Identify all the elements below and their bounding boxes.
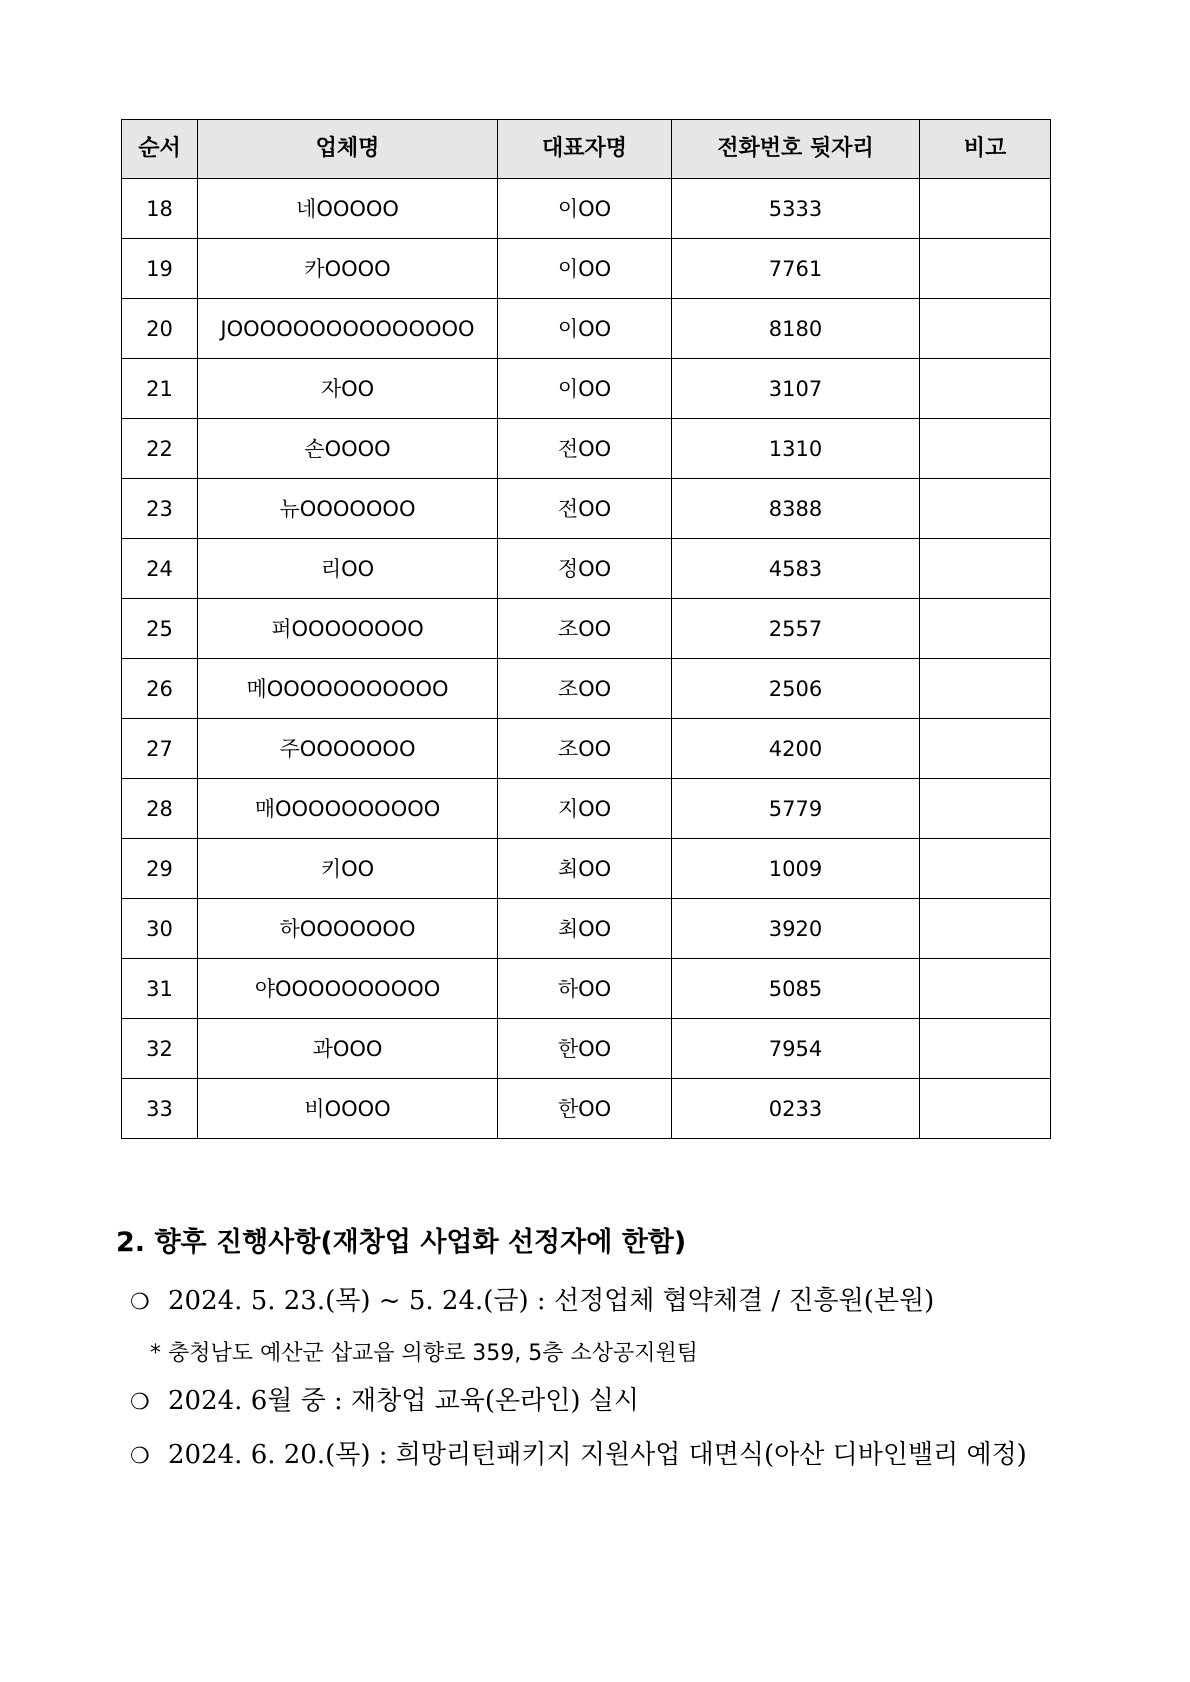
cell-note [920, 719, 1051, 779]
table-row [122, 959, 1051, 1019]
cell-phone: 0233 [672, 1079, 920, 1139]
cell-note [920, 299, 1051, 359]
cell-representative: 조OO [498, 599, 672, 659]
cell-representative: 전OO [498, 479, 672, 539]
cell-company: 주OOOOOOO [198, 719, 498, 779]
cell-no: 27 [122, 719, 198, 779]
cell-no: 20 [122, 299, 198, 359]
cell-company: 메OOOOOOOOOOO [198, 659, 498, 719]
cell-no: 28 [122, 779, 198, 839]
cell-note [920, 239, 1051, 299]
table-row [122, 1079, 1051, 1139]
cell-note [920, 779, 1051, 839]
cell-company: 자OO [198, 359, 498, 419]
cell-note [920, 659, 1051, 719]
circle-bullet-icon: ❍ [130, 1290, 150, 1315]
cell-company: 과OOO [198, 1019, 498, 1079]
cell-no: 25 [122, 599, 198, 659]
cell-phone: 7761 [672, 239, 920, 299]
schedule-item-agreement [130, 1280, 1130, 1317]
cell-phone: 4583 [672, 539, 920, 599]
cell-company: 퍼OOOOOOOO [198, 599, 498, 659]
cell-company: 키OO [198, 839, 498, 899]
circle-bullet-icon: ❍ [130, 1390, 150, 1415]
table-header-row [122, 120, 1051, 179]
cell-representative: 정OO [498, 539, 672, 599]
address-note: * 충청남도 예산군 삽교읍 의향로 359, 5층 소상공지원팀 [150, 1341, 698, 1366]
table-row [122, 779, 1051, 839]
cell-company: 매OOOOOOOOOO [198, 779, 498, 839]
cell-phone: 5333 [672, 179, 920, 239]
cell-no: 21 [122, 359, 198, 419]
cell-note [920, 359, 1051, 419]
cell-note [920, 479, 1051, 539]
cell-phone: 1310 [672, 419, 920, 479]
cell-company: 네OOOOO [198, 179, 498, 239]
cell-company: 야OOOOOOOOOO [198, 959, 498, 1019]
header-note: 비고 [920, 120, 1051, 179]
table-row [122, 1019, 1051, 1079]
cell-company: JOOOOOOOOOOOOOOO [198, 299, 498, 359]
table-row [122, 419, 1051, 479]
cell-note [920, 959, 1051, 1019]
cell-no: 29 [122, 839, 198, 899]
table-row [122, 179, 1051, 239]
circle-bullet-icon: ❍ [130, 1444, 150, 1469]
cell-no: 30 [122, 899, 198, 959]
cell-note [920, 539, 1051, 599]
schedule-item-ceremony [130, 1434, 1130, 1471]
cell-phone: 3107 [672, 359, 920, 419]
cell-representative: 전OO [498, 419, 672, 479]
cell-phone: 1009 [672, 839, 920, 899]
cell-phone: 2506 [672, 659, 920, 719]
cell-no: 19 [122, 239, 198, 299]
cell-note [920, 1019, 1051, 1079]
schedule-text: 2024. 6월 중 : 재창업 교육(온라인) 실시 [168, 1386, 640, 1416]
cell-note [920, 839, 1051, 899]
cell-representative: 조OO [498, 659, 672, 719]
cell-phone: 5085 [672, 959, 920, 1019]
cell-no: 22 [122, 419, 198, 479]
cell-representative: 이OO [498, 359, 672, 419]
section-2-title: 2. 향후 진행사항(재창업 사업화 선정자에 한함) [116, 1227, 687, 1258]
cell-phone: 2557 [672, 599, 920, 659]
cell-phone: 7954 [672, 1019, 920, 1079]
cell-note [920, 179, 1051, 239]
cell-note [920, 899, 1051, 959]
schedule-item-education [130, 1380, 1130, 1417]
cell-representative: 조OO [498, 719, 672, 779]
table-row [122, 239, 1051, 299]
cell-phone: 8388 [672, 479, 920, 539]
table-row [122, 539, 1051, 599]
cell-representative: 한OO [498, 1019, 672, 1079]
cell-phone: 8180 [672, 299, 920, 359]
cell-note [920, 419, 1051, 479]
cell-no: 23 [122, 479, 198, 539]
cell-phone: 4200 [672, 719, 920, 779]
header-company: 업체명 [198, 120, 498, 179]
cell-representative: 이OO [498, 179, 672, 239]
cell-representative: 이OO [498, 239, 672, 299]
table-row [122, 659, 1051, 719]
table-row [122, 599, 1051, 659]
cell-no: 31 [122, 959, 198, 1019]
cell-no: 33 [122, 1079, 198, 1139]
cell-no: 32 [122, 1019, 198, 1079]
schedule-text: 2024. 6. 20.(목) : 희망리턴패키지 지원사업 대면식(아산 디바인밸리 예정) [168, 1440, 1027, 1470]
table-row [122, 479, 1051, 539]
cell-phone: 3920 [672, 899, 920, 959]
cell-no: 18 [122, 179, 198, 239]
table-row [122, 839, 1051, 899]
cell-representative: 최OO [498, 899, 672, 959]
table-row [122, 359, 1051, 419]
cell-representative: 한OO [498, 1079, 672, 1139]
cell-company: 카OOOO [198, 239, 498, 299]
header-phone: 전화번호 뒷자리 [672, 120, 920, 179]
table-row [122, 299, 1051, 359]
schedule-text: 2024. 5. 23.(목) ~ 5. 24.(금) : 선정업체 협약체결 / 진흥원(본원) [168, 1286, 935, 1316]
cell-no: 24 [122, 539, 198, 599]
header-no: 순서 [122, 120, 198, 179]
cell-company: 손OOOO [198, 419, 498, 479]
company-table [121, 119, 1051, 1139]
cell-representative: 이OO [498, 299, 672, 359]
cell-note [920, 599, 1051, 659]
cell-representative: 지OO [498, 779, 672, 839]
header-representative: 대표자명 [498, 120, 672, 179]
cell-company: 비OOOO [198, 1079, 498, 1139]
cell-company: 리OO [198, 539, 498, 599]
cell-company: 하OOOOOOO [198, 899, 498, 959]
table-row [122, 719, 1051, 779]
cell-company: 뉴OOOOOOO [198, 479, 498, 539]
cell-phone: 5779 [672, 779, 920, 839]
cell-no: 26 [122, 659, 198, 719]
cell-representative: 하OO [498, 959, 672, 1019]
cell-representative: 최OO [498, 839, 672, 899]
cell-note [920, 1079, 1051, 1139]
table-row [122, 899, 1051, 959]
